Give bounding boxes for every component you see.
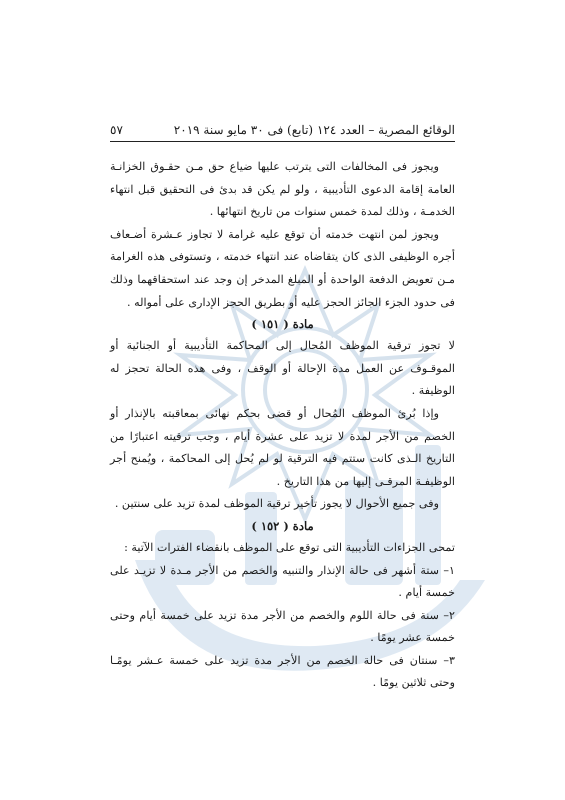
list-item: ٢– سنة فى حالة اللوم والخصم من الأجر مدة تزيد على خمسة أيام وحتى خمسة عشر يومًا .	[110, 608, 455, 645]
page-header	[110, 123, 455, 142]
list-item: ٣– سنتان فى حالة الخصم من الأجر مدة تزيد على خمسة عـشر يومًـا وحتى ثلاثين يومًا .	[110, 653, 455, 690]
publication-title: الوقائع المصرية – العدد ١٢٤ (تابع) فى ٣٠ مايو سنة ٢٠١٩	[173, 123, 455, 137]
paragraph-promotion-delay: وفى جميع الأحوال لا يجوز تأخير ترقية الموظف لمدة تزيد على سنتين .	[114, 497, 439, 511]
document-page	[110, 123, 455, 695]
page-number: ٥٧	[110, 123, 123, 137]
article-heading-151: مادة ( ١٥١ )	[251, 317, 314, 332]
paragraph-promotion-ban: لا تجوز ترقية الموظف المُحال إلى المحاكمة التأديبية أو الجنائية أو الموقـوف عن العمل مدة الإحالة أو الوقف ، وفى هذه الحالة تحجز له الوظيفة .	[110, 339, 455, 398]
article-heading-152: مادة ( ١٥٢ )	[251, 518, 314, 533]
paragraph-penalties-intro: تمحى الجزاءات التأديبية التى توقع على الموظف بانقضاء الفترات الآتية :	[124, 540, 455, 554]
document-body	[110, 156, 455, 695]
list-item: ١– ستة أشهر فى حالة الإنذار والتنبيه والخصم من الأجر مـدة لا تزيـد على خمسة أيام .	[110, 563, 455, 600]
paragraph-fine: ويجوز لمن انتهت خدمته أن توقع عليه غرامة لا تجاوز عـشرة أضـعاف أجره الوظيفى الذى كان يتقاضاه عند انتهاء خدمته ، وتستوفى هذه الغرامة مـن تعويض الدفعة الواحدة أو المبلغ المدخر إن وجد عند استحقاقهما وذلك فى حدود الجزء الجائز الحجز عليه أو بطريق الحجز الإدارى على أمواله .	[110, 227, 455, 309]
paragraph-public-treasury: ويجوز فى المخالفات التى يترتب عليها ضياع حق مـن حقـوق الخزانـة العامة إقامة الدعوى التأديبية ، ولو لم يكن قد بدئ فى التحقيق قبل انتهاء الخدمـة ، وذلك لمدة خمس سنوات من تاريخ انتهائها .	[110, 160, 455, 219]
paragraph-acquittal: وإذا بُرئ الموظف المُحال أو قضى بحكم نهائى بمعاقبته بالإنذار أو الخصم من الأجر لمدة لا تزيد على عشرة أيام ، وجب ترقيته اعتبارًا من التاريخ الـذى كانت ستتم فيه الترقية لو لم يُحل إلى المحاكمة ، ويُمنح أجر الوظيفـة المرقـى إليها من هذا التاريخ .	[110, 406, 455, 488]
